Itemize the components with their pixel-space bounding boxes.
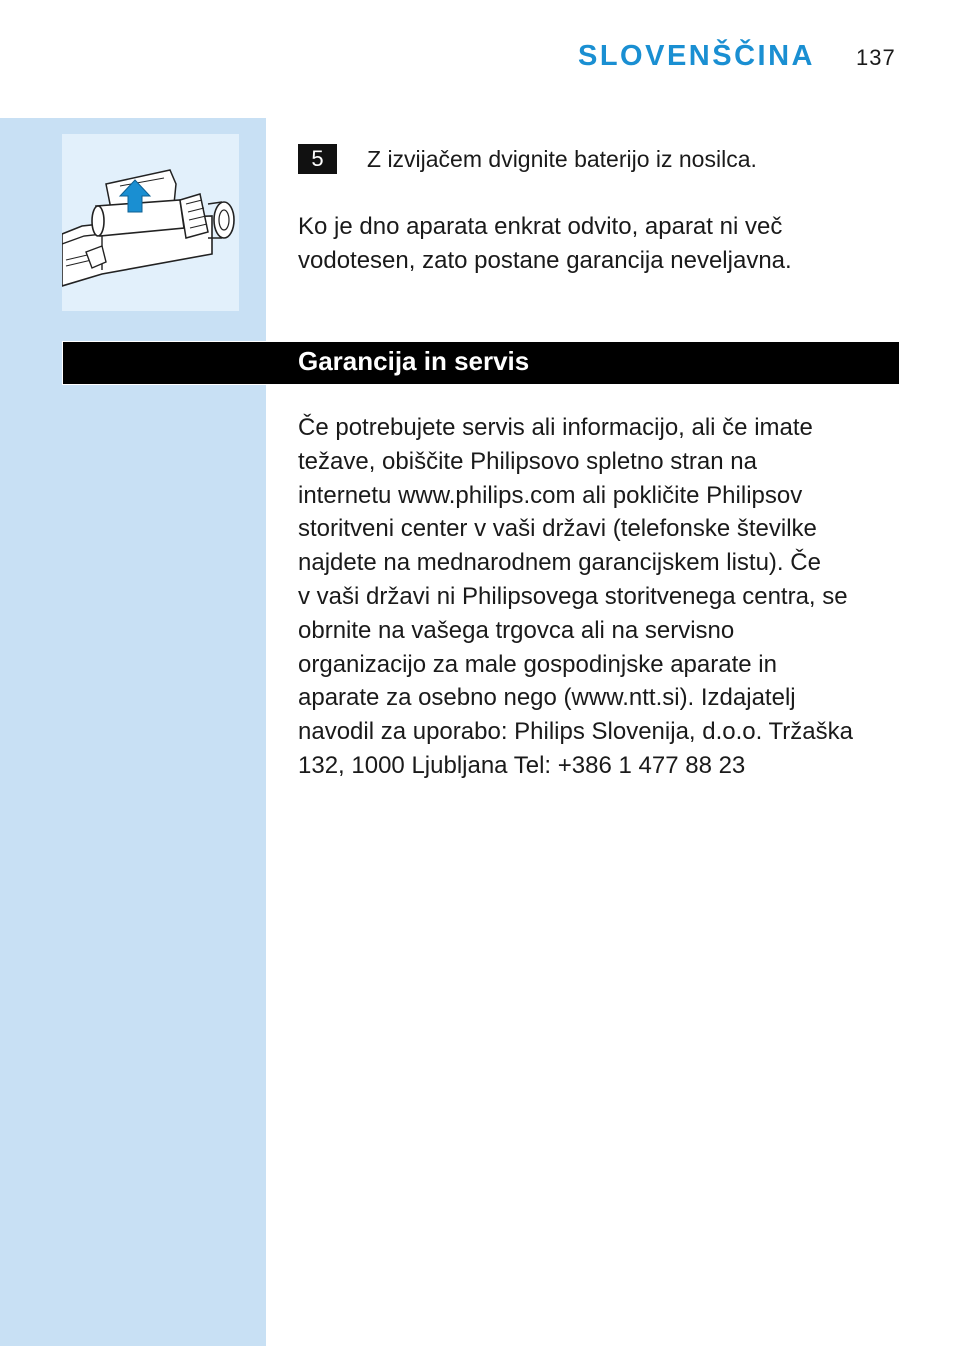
paragraph-line: najdete na mednarodnem garancijskem listu). Če xyxy=(298,549,821,577)
paragraph-line: organizacijo za male gospodinjske aparate in xyxy=(298,650,777,678)
paragraph-line: aparate za osebno nego (www.ntt.si). Izdajatelj xyxy=(298,684,796,712)
page-number: 137 xyxy=(856,45,896,70)
paragraph-line: težave, obiščite Philipsovo spletno stran na xyxy=(298,447,757,475)
paragraph-line: navodil za uporabo: Philips Slovenija, d.o.o. Tržaška xyxy=(298,718,853,746)
paragraph-line: v vaši državi ni Philipsovega storitvenega centra, se xyxy=(298,582,848,610)
language-heading: SLOVENŠČINA xyxy=(578,40,815,72)
paragraph-line: storitveni center v vaši državi (telefonske številke xyxy=(298,515,817,543)
warranty-warning xyxy=(298,210,898,278)
step-instruction: Z izvijačem dvignite baterijo iz nosilca. xyxy=(367,146,757,172)
section-title: Garancija in servis xyxy=(298,346,530,376)
warning-line: vodotesen, zato postane garancija neveljavna. xyxy=(298,247,792,274)
paragraph-line: obrnite na vašega trgovca ali na servisno xyxy=(298,616,735,644)
service-info-paragraph xyxy=(298,411,898,783)
paragraph-line: Če potrebujete servis ali informacijo, ali če imate xyxy=(298,414,813,441)
warning-line: Ko je dno aparata enkrat odvito, aparat ni več xyxy=(298,213,783,240)
paragraph-line: internetu www.philips.com ali pokličite Philipsov xyxy=(298,481,803,509)
battery-removal-illustration-icon xyxy=(62,134,239,311)
sidebar-pointer xyxy=(244,137,266,181)
step-number-badge: 5 xyxy=(298,144,337,174)
paragraph-line: 132, 1000 Ljubljana Tel: +386 1 477 88 23 xyxy=(298,751,746,779)
